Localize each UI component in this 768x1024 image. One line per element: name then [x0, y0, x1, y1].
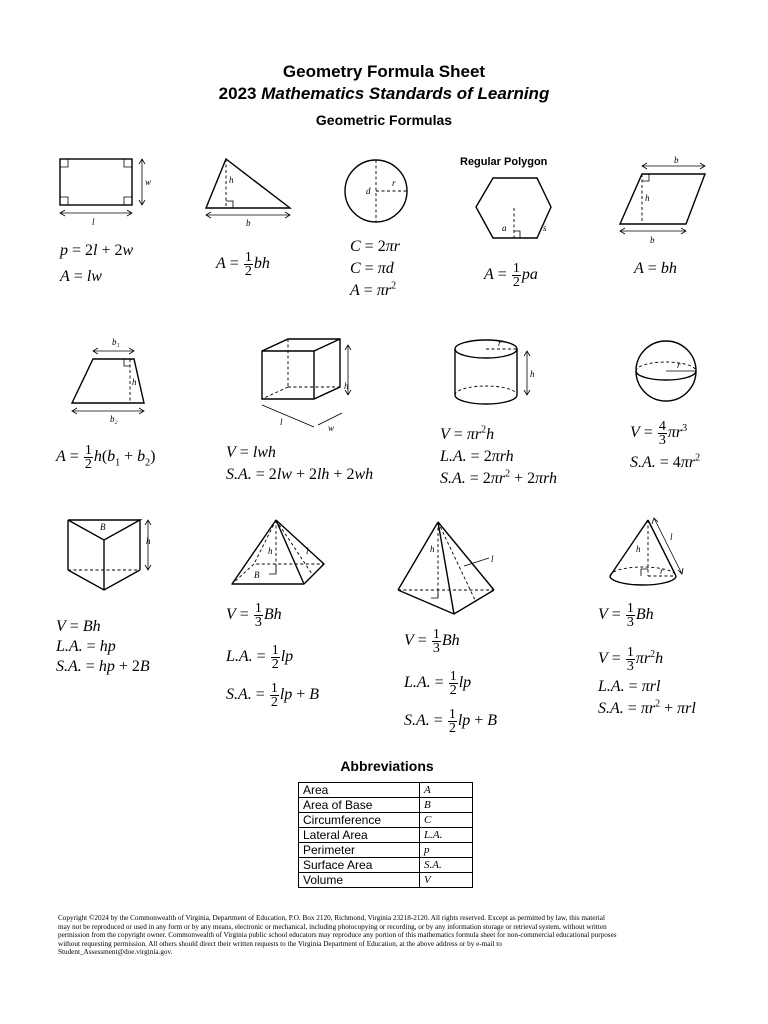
- abbreviations-title: Abbreviations: [340, 758, 434, 774]
- section-heading: Geometric Formulas: [315, 112, 453, 128]
- square-pyramid-surface-area-formula: S.A. = $\frac{1}{2}$ lp + B: [226, 681, 320, 710]
- svg-text:w: w: [328, 423, 335, 433]
- cylinder-volume-formula: $V = \pi r^2h$: [440, 424, 495, 443]
- page-subtitle: [0, 84, 768, 104]
- sphere-volume-formula: V = $\frac{4}{3}$ $\pi r^3$: [630, 419, 688, 448]
- polygon-area-formula: A = $\frac{1}{2}$ pa: [484, 261, 538, 290]
- square-pyramid-figure: [228, 516, 328, 591]
- parallelogram-area-formula: A = bh: [634, 260, 677, 277]
- parallelogram-figure: [614, 153, 714, 248]
- abbr-term: Volume: [299, 873, 420, 888]
- circle-figure: [342, 157, 412, 227]
- svg-text:h: h: [132, 377, 137, 387]
- rectangle-area-formula: A = lw: [60, 268, 102, 285]
- cylinder-surface-area-formula: S.A. = $2\pi r^2 + 2\pi rh$: [440, 468, 558, 487]
- svg-text:r: r: [660, 566, 664, 576]
- svg-text:l: l: [92, 217, 95, 227]
- rectangular-prism-figure: [258, 335, 358, 435]
- svg-text:b: b: [674, 155, 679, 165]
- circle-circumference-diameter-formula: C = πd: [350, 260, 394, 277]
- svg-text:h: h: [645, 193, 650, 203]
- triangular-pyramid-surface-area-formula: S.A. = $\frac{1}{2}$ lp + B: [404, 707, 498, 736]
- svg-text:h: h: [430, 544, 435, 554]
- square-pyramid-lateral-area-formula: L.A. = $\frac{1}{2}$ lp: [226, 643, 294, 672]
- table-row: [299, 798, 473, 813]
- sphere-surface-area-formula: S.A. = $4\pi r^2$: [630, 452, 701, 471]
- table-row: [299, 858, 473, 873]
- triangular-pyramid-volume-formula: V = $\frac{1}{3}$ Bh: [404, 627, 460, 656]
- svg-text:l: l: [306, 546, 309, 556]
- svg-text:b: b: [246, 218, 251, 228]
- svg-text:l: l: [670, 532, 673, 542]
- svg-text:h: h: [146, 536, 151, 546]
- hexagon-figure: [472, 174, 557, 249]
- circle-circumference-formula: C = 2πr: [350, 238, 400, 255]
- svg-text:r: r: [677, 360, 681, 370]
- rectangle-figure: [56, 155, 156, 230]
- triangle-area-formula: A = $\frac{1}{2}$ bh: [216, 250, 270, 279]
- svg-text:h: h: [229, 175, 234, 185]
- triangle-figure: [200, 155, 295, 230]
- sphere-figure: [633, 338, 703, 408]
- trapezoid-figure: [68, 333, 168, 428]
- svg-text:a: a: [502, 223, 507, 233]
- svg-text:b₂: b₂: [110, 414, 118, 424]
- triangular-pyramid-lateral-area-formula: L.A. = $\frac{1}{2}$ lp: [404, 669, 472, 698]
- svg-text:b₁: b₁: [112, 337, 120, 347]
- abbr-term: Surface Area: [299, 858, 420, 873]
- triangular-pyramid-figure: [394, 518, 504, 618]
- triangular-prism-volume-formula: V = Bh: [56, 618, 101, 635]
- cone-volume-radius-formula: V = $\frac{1}{3}$ $\pi r^2h$: [598, 645, 664, 674]
- copyright-notice: Copyright ©2024 by the Commonwealth of Virginia, Department of Education, P.O. Box 2120, Richmond, Virginia 23218-2120. All rights reserved. Except as permitted by law, this material may not be reproduced or used in any form or by any means, electronic or mechanical, including photocopying or recording, or by any information storage or retrieval system, without written permission from the copyright owner. Commonwealth of Virginia public school educators may reproduce any portion of this mathematics formula sheet for non-commercial educational purposes without requesting permission. All others should direct their written requests to the Virginia Department of Education, at the above address or by e-mail to Student_Assessment@doe.virginia.gov.: [58, 914, 617, 956]
- prism-volume-formula: V = lwh: [226, 444, 276, 461]
- page-title: Geometry Formula Sheet: [282, 62, 486, 81]
- abbr-term: Perimeter: [299, 843, 420, 858]
- cone-surface-area-formula: S.A. = $\pi r^2 + \pi rl$: [598, 698, 696, 717]
- svg-text:B: B: [100, 522, 106, 532]
- svg-text:b: b: [650, 235, 655, 245]
- svg-text:d: d: [366, 186, 371, 196]
- svg-text:l: l: [280, 417, 283, 427]
- cone-volume-formula: V = $\frac{1}{3}$ Bh: [598, 601, 654, 630]
- regular-polygon-label: Regular Polygon: [460, 156, 548, 168]
- table-row: [299, 813, 473, 828]
- circle-area-formula: $A = \pi r^2$: [350, 280, 397, 299]
- cylinder-figure: [452, 337, 547, 417]
- svg-text:h: h: [344, 381, 349, 391]
- abbr-symbol: S.A.: [420, 858, 473, 873]
- svg-text:r: r: [392, 178, 396, 188]
- triangular-prism-lateral-area-formula: L.A. = hp: [56, 638, 116, 655]
- triangular-prism-figure: [64, 516, 164, 596]
- abbr-symbol: L.A.: [420, 828, 473, 843]
- prism-surface-area-formula: S.A. = 2lw + 2lh + 2wh: [226, 466, 374, 483]
- abbreviations-table: [298, 782, 473, 888]
- abbr-symbol: A: [420, 783, 473, 798]
- table-row: [299, 873, 473, 888]
- cylinder-lateral-area-formula: L.A. = 2πrh: [440, 448, 514, 465]
- rectangle-perimeter-formula: p = 2l + 2w: [60, 242, 134, 259]
- triangular-prism-surface-area-formula: S.A. = hp + 2B: [56, 658, 150, 675]
- table-row: [299, 783, 473, 798]
- svg-text:B: B: [254, 570, 260, 580]
- table-row: [299, 843, 473, 858]
- abbr-symbol: p: [420, 843, 473, 858]
- svg-text:h: h: [530, 369, 535, 379]
- abbr-term: Area of Base: [299, 798, 420, 813]
- abbr-symbol: V: [420, 873, 473, 888]
- subtitle-year: 2023: [218, 84, 257, 103]
- trapezoid-area-formula: A = $\frac{1}{2}$ $h(b_1 + b_2)$: [56, 443, 156, 472]
- abbr-symbol: B: [420, 798, 473, 813]
- svg-text:r: r: [498, 338, 502, 348]
- abbr-term: Area: [299, 783, 420, 798]
- abbr-term: Circumference: [299, 813, 420, 828]
- svg-text:w: w: [145, 177, 152, 187]
- subtitle-name: Mathematics Standards of Learning: [261, 84, 550, 103]
- svg-text:s: s: [543, 223, 547, 233]
- abbr-term: Lateral Area: [299, 828, 420, 843]
- cone-lateral-area-formula: L.A. = πrl: [598, 678, 661, 695]
- cone-figure: [606, 516, 701, 596]
- svg-text:h: h: [636, 544, 641, 554]
- table-row: [299, 828, 473, 843]
- svg-text:h: h: [268, 546, 273, 556]
- abbr-symbol: C: [420, 813, 473, 828]
- svg-text:l: l: [491, 554, 494, 564]
- square-pyramid-volume-formula: V = $\frac{1}{3}$ Bh: [226, 601, 282, 630]
